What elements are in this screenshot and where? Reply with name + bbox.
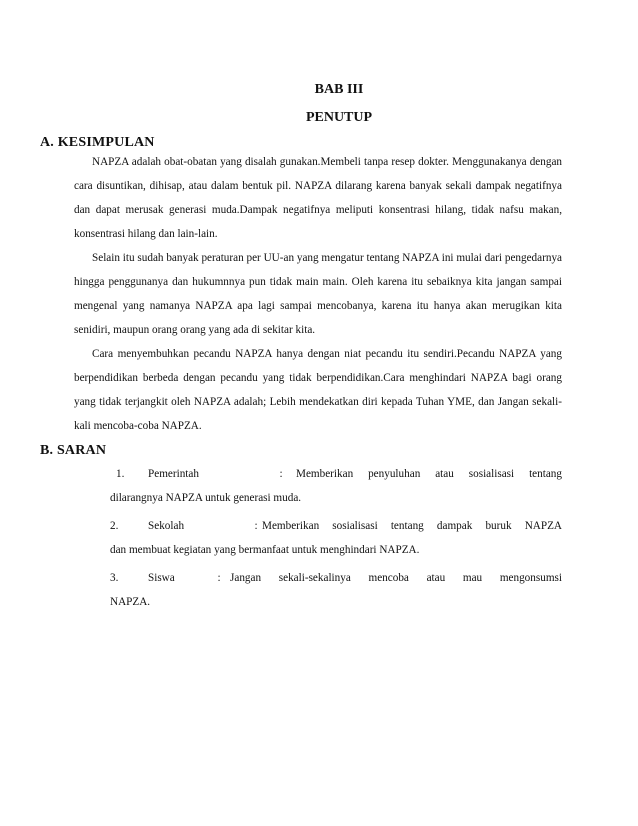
saran-item-number: 1. [116, 468, 125, 480]
kesimpulan-body [74, 150, 562, 438]
saran-item-description-continued: dan membuat kegiatan yang bermanfaat untuk menghindari NAPZA. [110, 544, 420, 556]
saran-list [110, 462, 562, 618]
chapter-title: PENUTUP [305, 110, 373, 125]
saran-item-description: Jangan sekali-sekalinya mencoba atau mau mengonsumsi [230, 572, 562, 584]
saran-item-sekolah [110, 514, 562, 562]
saran-item-description: Memberikan penyuluhan atau sosialisasi tentang [296, 468, 562, 480]
saran-item-description-continued: NAPZA. [110, 596, 151, 608]
saran-item-colon: : [279, 468, 283, 480]
saran-item-label: Sekolah [148, 520, 185, 532]
saran-item-siswa [110, 566, 562, 614]
saran-item-colon: : [217, 572, 221, 584]
saran-item-colon: : [254, 520, 258, 532]
chapter-number: BAB III [314, 82, 364, 97]
kesimpulan-paragraph-1: NAPZA adalah obat-obatan yang disalah gunakan.Membeli tanpa resep dokter. Menggunakanya dengan cara disuntikan, dihisap, atau dalam bentuk pil. NAPZA dilarang karena banyak sekali dampak negatifnya dan dapat merusak generasi muda.Dampak negatifnya meliputi konsentrasi hilang, tidak nafsu makan, konsentrasi hilang dan lain-lain. [74, 156, 562, 240]
section-heading-saran: B. SARAN [40, 443, 107, 458]
saran-item-label: Pemerintah [148, 468, 199, 480]
kesimpulan-paragraph-3: Cara menyembuhkan pecandu NAPZA hanya dengan niat pecandu itu sendiri.Pecandu NAPZA yang berpendidikan berbeda dengan pecandu yang tidak berpendidikan.Cara menghindari NAPZA bagi orang yang tidak terjangkit oleh NAPZA adalah; Lebih mendekatkan diri kepada Tuhan YME, dan Jangan sekali-kali mencoba-coba NAPZA. [74, 348, 562, 432]
saran-item-description-continued: dilarangnya NAPZA untuk generasi muda. [110, 492, 302, 504]
saran-item-label: Siswa [148, 572, 175, 584]
saran-item-description: Memberikan sosialisasi tentang dampak buruk NAPZA [262, 520, 562, 532]
saran-item-number: 3. [110, 572, 119, 584]
kesimpulan-paragraph-2: Selain itu sudah banyak peraturan per UU-an yang mengatur tentang NAPZA ini mulai dari pengedarnya hingga penggunanya dan hukumnnya pun tidak main main. Oleh karena itu sebaiknya kita jangan sampai mengenal yang namanya NAPZA apa lagi sampai mencobanya, karena itu hanya akan merugikan kita senidiri, maupun orang orang yang ada di sekitar kita. [74, 252, 562, 336]
saran-item-pemerintah [110, 462, 562, 510]
section-heading-kesimpulan: A. KESIMPULAN [40, 135, 155, 150]
saran-item-number: 2. [110, 520, 119, 532]
